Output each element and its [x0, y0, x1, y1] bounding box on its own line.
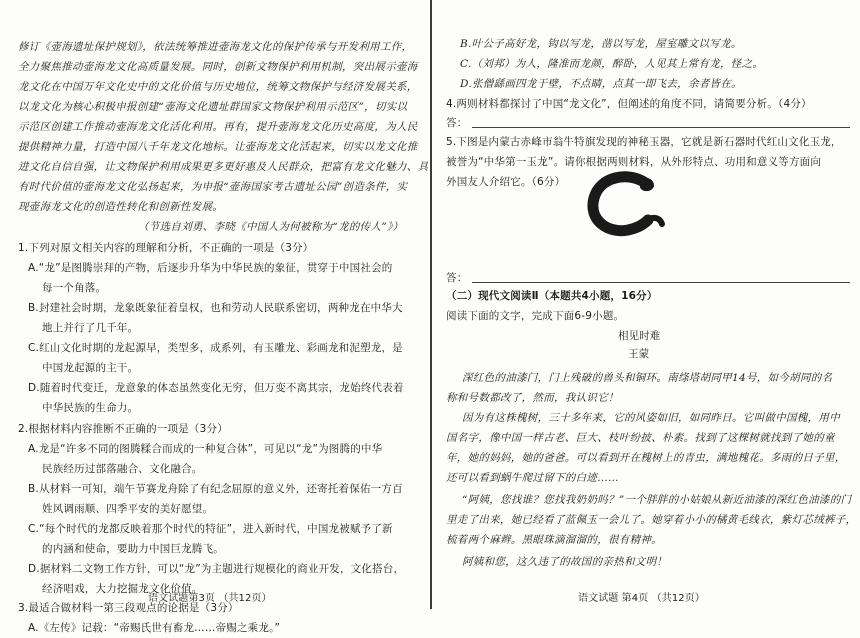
- story-line: 称和号数都改了，然而，我认识它！: [446, 392, 619, 404]
- passage-line: 进文化自信自强，让文物保护利用成果更多更好惠及人民群众，把富有龙文化魅力、具: [18, 161, 429, 173]
- story-line: 阿姨和您，这久违了的故国的亲热和文明！: [462, 556, 668, 568]
- page-footer: 语文试题 第4页 （共12页）: [578, 593, 705, 604]
- section-heading: （二）现代文阅读Ⅱ（本题共4小题，16分）: [446, 290, 658, 302]
- answer-line[interactable]: [472, 127, 850, 128]
- q2-option-b[interactable]: B.从材料一可知，端午节赛龙舟除了有纪念屈原的意义外，还寄托着保佑一方百: [28, 483, 403, 495]
- story-author: 王蒙: [628, 348, 650, 360]
- q2-option-c[interactable]: C.“每个时代的龙都反映着那个时代的特征”，进入新时代，中国龙被赋予了新: [28, 523, 393, 535]
- story-line: 深红色的油漆门，门上残破的兽头和铜环。南绦塔胡同甲14号，如今胡同的名: [462, 372, 833, 384]
- passage-line: 龙文化在中国万年文化史中的文化价值与历史地位，统筹文物保护与经济发展关系，: [18, 81, 418, 93]
- story-line: 因为有这株槐树，三十多年来，它的风姿如旧，如同昨日。它叫做中国槐，用中: [462, 412, 840, 424]
- question-3-stem: 3.最适合做材料一第三段观点的论据是（3分）: [18, 602, 239, 614]
- passage-line: 提供精神力量，打造中国八千年龙文化地标。让壶海龙文化活起来，切实以龙文化推: [18, 141, 418, 153]
- question-5-line: 被誉为“中华第一玉龙”。请你根据两则材料，从外形特点、功用和意义等方面向: [446, 156, 822, 168]
- story-line: “阿姨，您找谁？您找我奶奶吗？”一个胖胖的小姑娘从新近油漆的深红色油漆的门: [462, 494, 852, 506]
- question-1-stem: 1.下列对原文相关内容的理解和分析，不正确的一项是（3分）: [18, 242, 314, 254]
- question-4-stem: 4.两则材料都探讨了中国“龙文化”，但阐述的角度不同，请简要分析。（4分）: [446, 98, 812, 110]
- story-title: 相见时难: [618, 330, 661, 342]
- q3-option-d[interactable]: D.张僧繇画四龙于壁，不点睛，点其一即飞去，余者皆在。: [460, 78, 742, 90]
- passage-line: 示范区创建工作推动壶海龙文化活化利用。再有，提升壶海龙文化历史高度，为人民: [18, 121, 418, 133]
- q1-option-d[interactable]: D.随着时代变迁，龙意象的体态虽然变化无穷，但万变不离其宗，龙始终代表着: [28, 382, 404, 394]
- q1-option-d-cont: 中华民族的生命力。: [42, 402, 139, 414]
- q1-option-a[interactable]: A.“龙”是图腾崇拜的产物，后逐步升华为中华民族的象征，贯穿于中国社会的: [28, 262, 393, 274]
- reading-instruction: 阅读下面的文字，完成下面6-9小题。: [446, 310, 625, 322]
- q2-option-d-cont: 经济唱戏，大力挖掘龙文化价值。: [42, 583, 203, 595]
- q3-option-b[interactable]: B.叶公子高好龙，钩以写龙，凿以写龙，屋室雕文以写龙。: [460, 38, 742, 50]
- q1-option-c-cont: 中国龙起源的主干。: [42, 362, 139, 374]
- story-line: 里走了出来，她已经看了蓝佩玉一会儿了。她穿着小小的橘黄毛线衣，紫灯芯绒裤子，: [446, 514, 857, 526]
- answer-label: 答：: [446, 117, 468, 129]
- passage-line: 有时代价值的壶海龙文化弘扬起来，为申报“壶海国家考古遗址公园”创造条件，实: [18, 181, 408, 193]
- exam-page-4: [432, 0, 860, 609]
- q1-option-b-cont: 地上并行了几千年。: [42, 322, 139, 334]
- q2-option-d[interactable]: D.据材料二文物工作方针，可以“龙”为主题进行规模化的商业开发，文化搭台，: [28, 563, 405, 575]
- page-footer: 语文试题第3页 （共12页）: [148, 593, 272, 604]
- passage-line: 现壶海龙文化的创造性转化和创新性发展。: [18, 201, 224, 213]
- q2-option-c-cont: 的内涵和使命，要助力中国巨龙腾飞。: [42, 543, 224, 555]
- q1-option-a-cont: 每一个角落。: [42, 282, 107, 294]
- q2-option-a[interactable]: A.龙是“许多不同的图腾糅合而成的一种复合体”，可见以“龙”为图腾的中华: [28, 443, 383, 455]
- story-line: 梳着两个麻辫。黑眼珠滴溜溜的，很有精神。: [446, 534, 662, 546]
- passage-source: （节选自刘勇、李晓《中国人为何被称为“龙的传人”》）: [138, 221, 404, 233]
- story-line: 国名字，像中国一样古老、巨大、枝叶纷披、朴素。找到了这棵树就找到了她的童: [446, 432, 835, 444]
- question-5-line: 外国友人介绍它。（6分）: [446, 176, 566, 188]
- q2-option-a-cont: 民族经历过部落融合、文化融合。: [42, 463, 203, 475]
- answer-line[interactable]: [472, 282, 850, 283]
- q1-option-b[interactable]: B.封建社会时期，龙象既象征着皇权，也和劳动人民联系密切，两种龙在中华大: [28, 302, 403, 314]
- q3-option-c[interactable]: C.（刘邦）为人，隆准而龙颜，醉卧，人见其上常有龙，怪之。: [460, 58, 764, 70]
- question-2-stem: 2.根据材料内容推断不正确的一项是（3分）: [18, 423, 228, 435]
- passage-line: 以龙文化为核心积极申报创建“壶海文化遗址群国家文物保护利用示范区”，切实以: [18, 101, 408, 113]
- q2-option-b-cont: 姓风调雨顺、四季平安的美好愿望。: [42, 503, 214, 515]
- q3-option-a[interactable]: A.《左传》记载：“帝赐氏世有畜龙……帝赐之乘龙。”: [28, 622, 281, 634]
- passage-line: 全力聚焦推动壶海龙文化高质量发展。同时，创新文物保护利用机制，突出展示壶海: [18, 61, 418, 73]
- q1-option-c[interactable]: C.红山文化时期的龙起源早，类型多，成系列，有玉雕龙、彩画龙和泥塑龙，是: [28, 342, 403, 354]
- story-line: 年，她的妈妈，她的爸爸。可以看到开在槐树上的青虫，满地槐花。多雨的日子里，: [446, 452, 846, 464]
- story-line: 还可以看到蜗牛爬过留下的白迹……: [446, 472, 619, 484]
- exam-page-3: [0, 0, 430, 634]
- passage-line: 修订《壶海遗址保护规划》，依法统筹推进壶海龙文化的保护传承与开发利用工作，: [18, 41, 413, 53]
- jade-dragon-image: [582, 168, 672, 240]
- question-5-line: 5.下图是内蒙古赤峰市翁牛特旗发现的神秘玉器，它就是新石器时代红山文化玉龙，: [446, 136, 842, 148]
- answer-label: 答：: [446, 272, 468, 284]
